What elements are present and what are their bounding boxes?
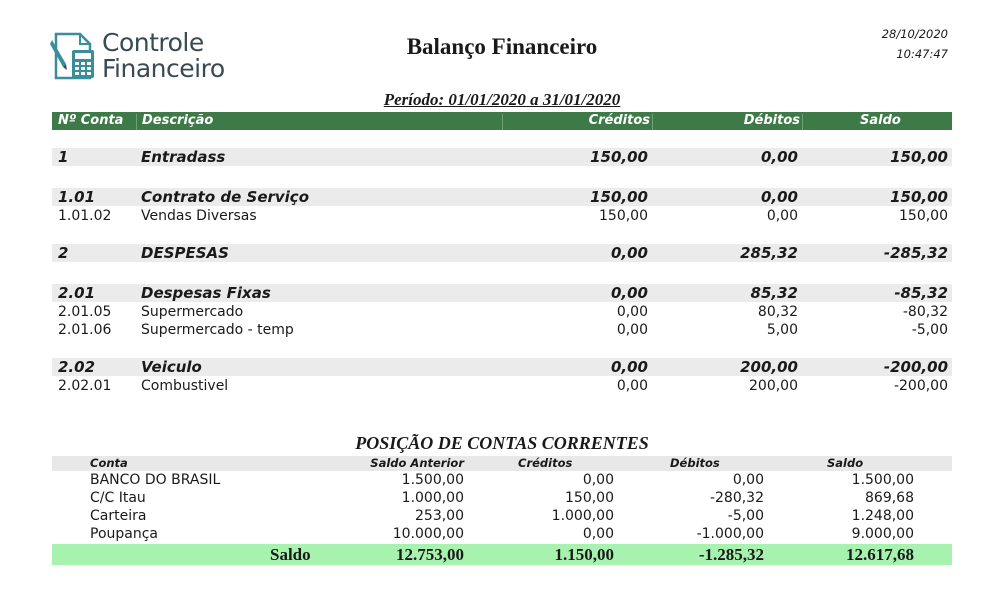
row-descricao: Veiculo bbox=[141, 358, 202, 376]
row-descricao: Despesas Fixas bbox=[141, 284, 271, 302]
row-conta: 2 bbox=[58, 244, 69, 262]
row-debitos: 0,00 bbox=[760, 148, 798, 166]
account-name: Carteira bbox=[90, 508, 147, 524]
print-time: 10:47:47 bbox=[896, 47, 948, 61]
row-creditos: 0,00 bbox=[610, 358, 648, 376]
row-saldo: 150,00 bbox=[890, 188, 948, 206]
account-row bbox=[52, 471, 952, 489]
account-creditos: 0,00 bbox=[582, 472, 614, 488]
row-descricao: Combustivel bbox=[141, 378, 229, 394]
table-row-group bbox=[52, 284, 952, 302]
report-period: Período: 01/01/2020 a 31/01/2020 bbox=[383, 90, 621, 109]
total-label: Saldo bbox=[270, 545, 311, 564]
account-row bbox=[52, 525, 952, 543]
table-row-group bbox=[52, 358, 952, 376]
balance-table-header bbox=[52, 112, 952, 130]
row-descricao: DESPESAS bbox=[141, 244, 229, 262]
account-saldo-anterior: 10.000,00 bbox=[392, 526, 464, 542]
logo-text-line2: Financeiro bbox=[102, 54, 225, 83]
row-descricao: Supermercado - temp bbox=[141, 322, 294, 338]
account-row bbox=[52, 489, 952, 507]
table-row-group bbox=[52, 244, 952, 262]
row-conta: 1 bbox=[58, 148, 69, 166]
header-conta: Nº Conta bbox=[58, 113, 124, 128]
table-row bbox=[52, 207, 952, 225]
row-saldo: -85,32 bbox=[894, 284, 948, 302]
account-saldo-anterior: 1.500,00 bbox=[401, 472, 464, 488]
row-debitos: 5,00 bbox=[766, 322, 798, 338]
row-conta: 2.01 bbox=[58, 284, 96, 302]
row-conta: 2.01.06 bbox=[58, 322, 112, 338]
account-debitos: -1.000,00 bbox=[696, 526, 764, 542]
accounts-total-row bbox=[52, 544, 952, 565]
row-debitos: 0,00 bbox=[766, 208, 798, 224]
table-row bbox=[52, 303, 952, 321]
total-debitos: -1.285,32 bbox=[698, 545, 764, 564]
header-saldo: Saldo bbox=[860, 113, 901, 128]
account-saldo: 869,68 bbox=[865, 490, 914, 506]
row-saldo: -200,00 bbox=[883, 358, 948, 376]
account-debitos: -5,00 bbox=[727, 508, 764, 524]
row-debitos: 80,32 bbox=[757, 304, 798, 320]
account-creditos: 1.000,00 bbox=[551, 508, 614, 524]
report-title: Balanço Financeiro bbox=[406, 34, 598, 59]
row-saldo: 150,00 bbox=[899, 208, 948, 224]
row-debitos: 200,00 bbox=[749, 378, 798, 394]
row-conta: 2.02 bbox=[58, 358, 96, 376]
row-descricao: Entradass bbox=[141, 148, 226, 166]
row-saldo: 150,00 bbox=[890, 148, 948, 166]
header-debitos: Débitos bbox=[670, 456, 720, 470]
header-creditos: Créditos bbox=[518, 456, 573, 470]
account-saldo-anterior: 1.000,00 bbox=[401, 490, 464, 506]
row-conta: 1.01 bbox=[58, 188, 96, 206]
row-saldo: -80,32 bbox=[902, 304, 948, 320]
table-row bbox=[52, 377, 952, 395]
logo-text-line1: Controle bbox=[102, 28, 204, 57]
account-saldo-anterior: 253,00 bbox=[415, 508, 464, 524]
row-creditos: 0,00 bbox=[616, 378, 648, 394]
row-creditos: 0,00 bbox=[616, 322, 648, 338]
row-creditos: 0,00 bbox=[616, 304, 648, 320]
row-saldo: -200,00 bbox=[893, 378, 948, 394]
header-saldo-anterior: Saldo Anterior bbox=[370, 456, 464, 470]
account-saldo: 9.000,00 bbox=[851, 526, 914, 542]
total-saldo: 12.617,68 bbox=[846, 545, 914, 564]
row-saldo: -285,32 bbox=[883, 244, 948, 262]
account-row bbox=[52, 507, 952, 525]
table-row-group bbox=[52, 148, 952, 166]
header-descricao: Descrição bbox=[142, 113, 214, 128]
row-conta: 2.02.01 bbox=[58, 378, 112, 394]
header-debitos: Débitos bbox=[743, 113, 800, 128]
column-divider bbox=[136, 114, 137, 130]
table-row-group bbox=[52, 188, 952, 206]
row-descricao: Supermercado bbox=[141, 304, 244, 320]
row-conta: 1.01.02 bbox=[58, 208, 112, 224]
row-debitos: 85,32 bbox=[750, 284, 798, 302]
row-creditos: 150,00 bbox=[590, 188, 648, 206]
row-conta: 2.01.05 bbox=[58, 304, 112, 320]
account-name: Poupança bbox=[90, 526, 158, 542]
row-debitos: 200,00 bbox=[740, 358, 798, 376]
account-creditos: 0,00 bbox=[582, 526, 614, 542]
account-debitos: 0,00 bbox=[732, 472, 764, 488]
row-creditos: 150,00 bbox=[599, 208, 648, 224]
row-debitos: 285,32 bbox=[740, 244, 798, 262]
row-debitos: 0,00 bbox=[760, 188, 798, 206]
row-creditos: 0,00 bbox=[610, 244, 648, 262]
account-saldo: 1.500,00 bbox=[851, 472, 914, 488]
row-creditos: 150,00 bbox=[590, 148, 648, 166]
header-creditos: Créditos bbox=[588, 113, 650, 128]
total-creditos: 1.150,00 bbox=[554, 545, 614, 564]
account-name: BANCO DO BRASIL bbox=[90, 472, 221, 488]
accounts-table-header bbox=[52, 456, 952, 471]
row-creditos: 0,00 bbox=[610, 284, 648, 302]
print-date: 28/10/2020 bbox=[881, 27, 948, 41]
total-saldo-anterior: 12.753,00 bbox=[396, 545, 464, 564]
header-saldo: Saldo bbox=[827, 456, 864, 470]
account-creditos: 150,00 bbox=[565, 490, 614, 506]
account-name: C/C Itau bbox=[90, 490, 146, 506]
accounts-section-title: POSIÇÃO DE CONTAS CORRENTES bbox=[355, 433, 649, 453]
column-divider bbox=[802, 114, 803, 130]
account-debitos: -280,32 bbox=[709, 490, 764, 506]
row-saldo: -5,00 bbox=[911, 322, 948, 338]
account-saldo: 1.248,00 bbox=[851, 508, 914, 524]
row-descricao: Vendas Diversas bbox=[141, 208, 257, 224]
header-conta: Conta bbox=[90, 456, 128, 470]
table-row bbox=[52, 321, 952, 339]
row-descricao: Contrato de Serviço bbox=[141, 188, 310, 206]
